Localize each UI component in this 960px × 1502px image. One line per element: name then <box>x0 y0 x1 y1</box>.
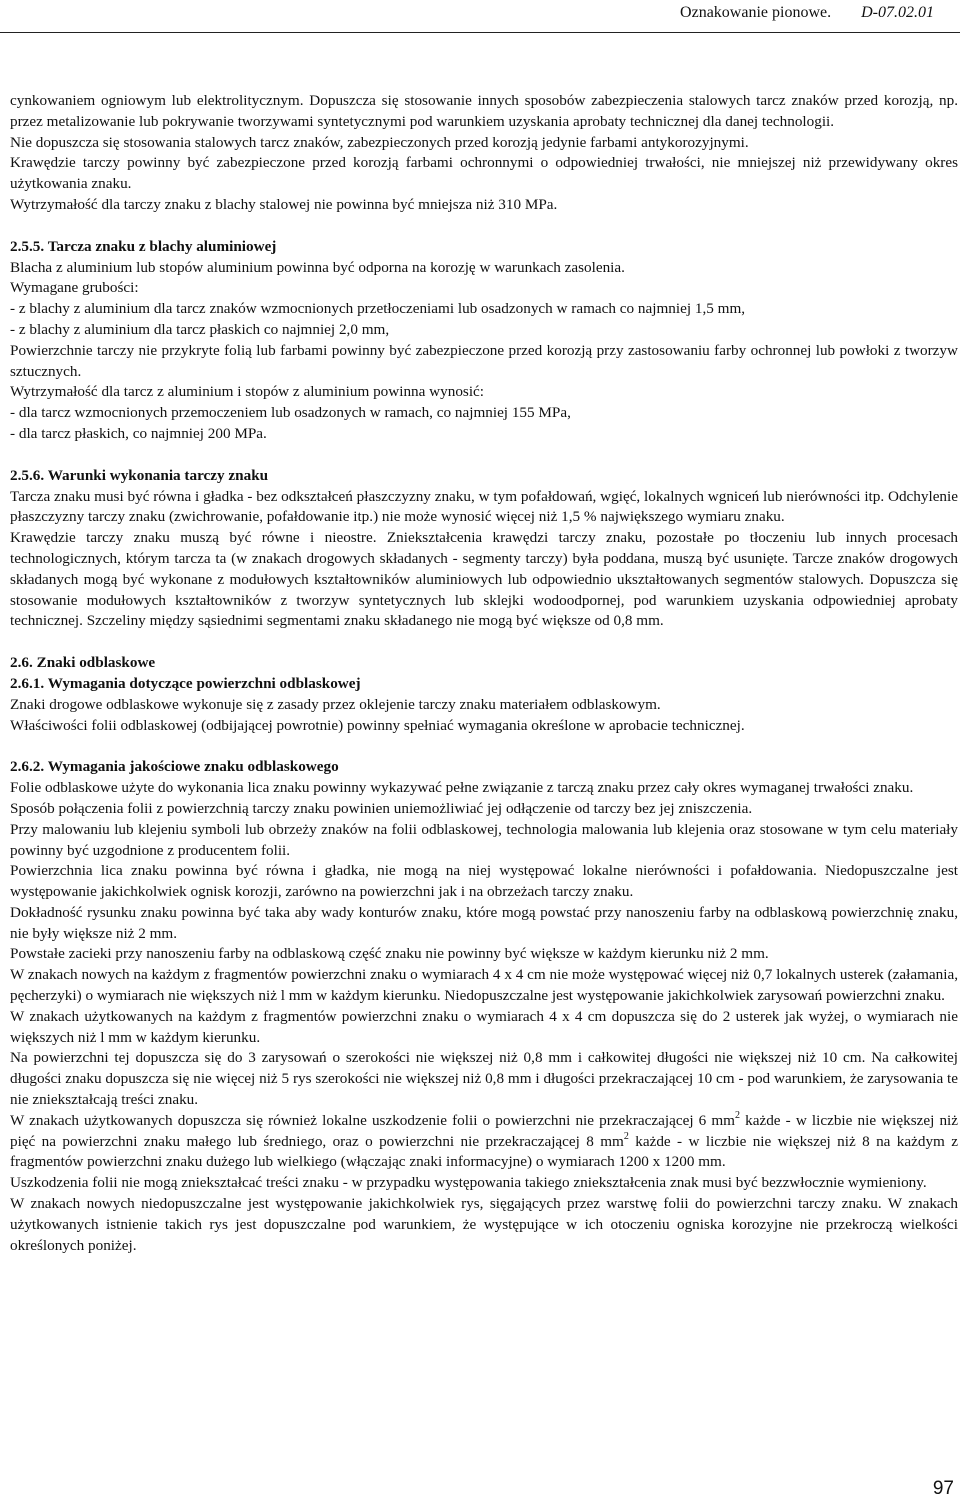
section-heading-2-5-5: 2.5.5. Tarcza znaku z blachy aluminiowej <box>10 237 277 255</box>
paragraph <box>10 1111 958 1173</box>
list-item: - z blachy z aluminium dla tarcz płaskich co najmniej 2,0 mm, <box>10 320 390 338</box>
list-item: - dla tarcz płaskich, co najmniej 200 MPa. <box>10 424 267 442</box>
paragraph-part: każde - w liczbie nie większej niż pięć na powierzchni znaku małego lub średniego, oraz o powierzchni nie przekraczającej 8 mm <box>10 1111 958 1150</box>
paragraph: Właściwości folii odblaskowej (odbijającej powrotnie) powinny spełniać wymagania określone w aprobacie technicznej. <box>10 716 745 734</box>
section-heading-2-5-6: 2.5.6. Warunki wykonania tarczy znaku <box>10 466 269 484</box>
paragraph: Powierzchnia lica znaku powinna być równa i gładka, nie mogą na niej występować lokalne nierówności i pofałdowania. Niedopuszczalne jest występowanie jakichkolwiek ognisk korozji, zarówno na powierzchni jak i na obrzeżach tarczy znaku. <box>10 862 958 901</box>
document-body <box>10 91 958 1256</box>
paragraph: Przy malowaniu lub klejeniu symboli lub obrzeży znaków na folii odblaskowej, technologia malowania lub klejenia oraz stosowane w tym celu materiały powinny być uzgodnione z producentem folii. <box>10 820 958 859</box>
header-text <box>680 4 934 22</box>
paragraph: Powierzchnie tarczy nie przykryte folią lub farbami powinny być zabezpieczone przed korozją przy zastosowaniu farby ochronnej lub powłoki z tworzyw sztucznych. <box>10 341 958 380</box>
paragraph: W znakach użytkowanych na każdym z fragmentów powierzchni znaku o wymiarach 4 x 4 cm dopuszcza się do 2 usterek jak wyżej, o wymiarach nie większych niż l mm w każdym kierunku. <box>10 1007 958 1046</box>
header-document-code: D-07.02.01 <box>861 4 934 21</box>
paragraph: Wymagane grubości: <box>10 279 139 297</box>
paragraph: Sposób połączenia folii z powierzchnią tarczy znaku powinien uniemożliwiać jej odłączenie od tarczy bez jej zniszczenia. <box>10 799 753 817</box>
spacer <box>10 216 958 237</box>
list-item: - z blachy z aluminium dla tarcz znaków wzmocnionych przetłoczeniami lub osadzonych w ramach co najmniej 1,5 mm, <box>10 300 746 318</box>
paragraph: Krawędzie tarczy znaku muszą być równe i nieostre. Zniekształcenia krawędzi tarczy znaku, pozostałe po tłoczeniu lub innych procesach technologicznych, którym tarcza ta (w znakach drogowych składanych - segmenty tarczy) była poddana, muszą być usunięte. Tarcze znaków drogowych składanych mogą być wykonane z modułowych kształtowników aluminiowych lub odpowiednio ukształtowanych segmentów stalowych. Dopuszcza się stosowanie modułowych kształtowników z tworzyw syntetycznych lub sklejki wodoodpornej, pod warunkiem uzyskania odpowiedniej aprobaty technicznej. Szczeliny między sąsiednimi segmentami znaku składanego nie mogą być większe od 0,8 mm. <box>10 529 958 630</box>
header-title: Oznakowanie pionowe. <box>680 4 832 21</box>
paragraph: cynkowaniem ogniowym lub elektrolitycznym. Dopuszcza się stosowanie innych sposobów zabezpieczenia stalowych tarcz znaków przed korozją, np. przez metalizowanie lub pokrywanie tworzywami syntetycznymi pod warunkiem uzyskania aprobaty technicznej dla danej technologii. <box>10 92 958 130</box>
paragraph: W znakach nowych niedopuszczalne jest występowanie jakichkolwiek rys, sięgających przez warstwę folii do powierzchni tarczy znaku. W znakach użytkowanych istnienie takich rys jest dopuszczalne pod warunkiem, że występujące w ich otoczeniu ogniska korozyjne nie przekroczą wielkości określonych poniżej. <box>10 1195 958 1254</box>
paragraph: Na powierzchni tej dopuszcza się do 3 zarysowań o szerokości nie większej niż 0,8 mm i całkowitej długości nie większej niż 10 cm. Na całkowitej długości znaku dopuszcza się nie więcej niż 5 rys szerokości nie większej niż 0,8 mm i długości przekraczającej 10 cm - pod warunkiem, że zarysowania te nie zniekształcają treści znaku. <box>10 1049 958 1109</box>
paragraph: Dokładność rysunku znaku powinna być taka aby wady konturów znaku, które mogą powstać przy nanoszeniu farby na odblaskową powierzchnię znaku, nie były większe niż 2 mm. <box>10 903 958 942</box>
paragraph-part: W znakach użytkowanych dopuszcza się również lokalne uszkodzenie folii o powierzchni nie przekraczającej 6 mm <box>10 1111 735 1129</box>
paragraph: Tarcza znaku musi być równa i gładka - bez odkształceń płaszczyzny znaku, w tym pofałdowań, wgięć, lokalnych wgniceń lub nierówności itp. Odchylenie płaszczyzny tarczy znaku (zwichrowanie, pofałdowanie itp.) nie może wynosić więcej niż 1,5 % największego wymiaru znaku. <box>10 487 958 526</box>
paragraph: Powstałe zacieki przy nanoszeniu farby na odblaskową część znaku nie powinny być większe w każdym kierunku niż 2 mm. <box>10 945 769 963</box>
paragraph: Wytrzymałość dla tarcz z aluminium i stopów z aluminium powinna wynosić: <box>10 383 485 401</box>
paragraph: Uszkodzenia folii nie mogą zniekształcać treści znaku - w przypadku występowania takiego zniekształcenia znak musi być bezzwłocznie wymieniony. <box>10 1174 927 1192</box>
page-number: 97 <box>932 1478 954 1499</box>
page-header <box>0 0 960 33</box>
list-item: - dla tarcz wzmocnionych przemoczeniem lub osadzonych w ramach, co najmniej 155 MPa, <box>10 404 571 422</box>
paragraph: Blacha z aluminium lub stopów aluminium powinna być odporna na korozję w warunkach zasolenia. <box>10 258 625 276</box>
spacer <box>10 445 958 466</box>
superscript: 2 <box>735 1109 740 1121</box>
paragraph: Krawędzie tarczy powinny być zabezpieczone przed korozją farbami ochronnymi o odpowiedniej trwałości, nie mniejszej niż przewidywany okres użytkowania znaku. <box>10 154 958 193</box>
paragraph: W znakach nowych na każdym z fragmentów powierzchni znaku o wymiarach 4 x 4 cm nie może występować więcej niż 0,7 lokalnych usterek (załamania, pęcherzyki) o wymiarach nie większych niż l mm w każdym kierunku. Niedopuszczalne jest występowanie jakichkolwiek zarysowań powierzchni znaku. <box>10 966 958 1005</box>
superscript: 2 <box>623 1130 629 1142</box>
paragraph: Wytrzymałość dla tarczy znaku z blachy stalowej nie powinna być mniejsza niż 310 MPa. <box>10 195 558 213</box>
paragraph-part: każde - w liczbie nie większej niż 8 na każdym z fragmentów powierzchni znaku dużego lub wielkiego (włączając znaki informacyjne) o wymiarach 1200 x 1200 mm. <box>10 1132 958 1171</box>
spacer <box>10 632 958 653</box>
section-heading-2-6-2: 2.6.2. Wymagania jakościowe znaku odblaskowego <box>10 758 339 776</box>
spacer <box>10 736 958 757</box>
paragraph: Nie dopuszcza się stosowania stalowych tarcz znaków, zabezpieczonych przed korozją jedynie farbami antykorozyjnymi. <box>10 133 749 151</box>
section-heading-2-6-1: 2.6.1. Wymagania dotyczące powierzchni odblaskowej <box>10 674 361 692</box>
paragraph: Folie odblaskowe użyte do wykonania lica znaku powinny wykazywać pełne związanie z tarczą znaku przez cały okres wymaganej trwałości znaku. <box>10 779 914 797</box>
paragraph: Znaki drogowe odblaskowe wykonuje się z zasady przez oklejenie tarczy znaku materiałem odblaskowym. <box>10 695 661 713</box>
section-heading-2-6: 2.6. Znaki odblaskowe <box>10 654 156 672</box>
